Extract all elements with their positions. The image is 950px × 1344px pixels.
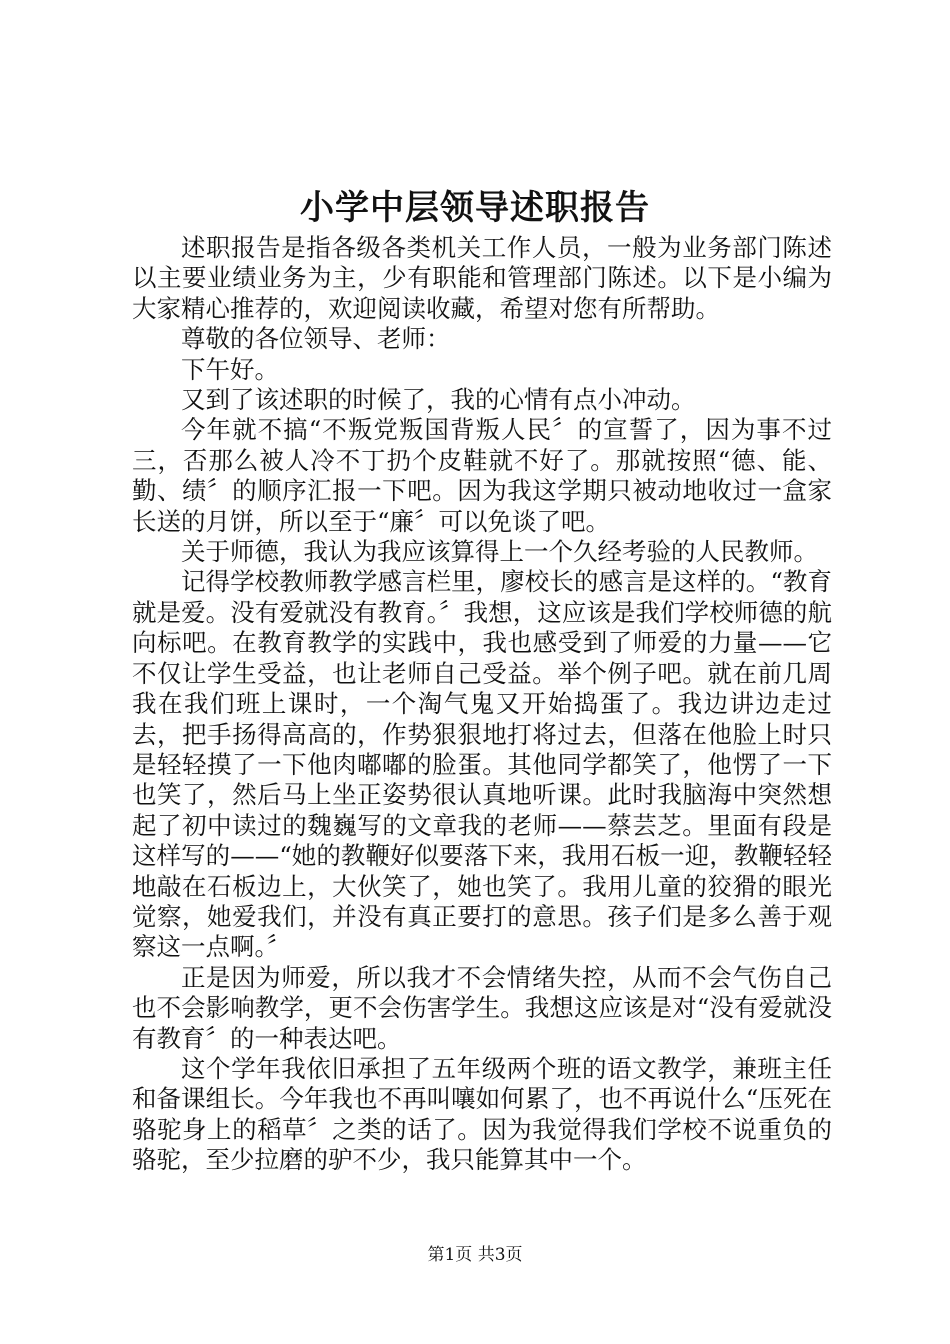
paragraph-greeting: 下午好。: [181, 354, 279, 384]
paragraph-ethics: 关于师德，我认为我应该算得上一个久经考验的人民教师。: [181, 537, 818, 567]
paragraph-intro: 述职报告是指各级各类机关工作人员，一般为业务部门陈述以主要业绩业务为主，少有职能和管理部门陈述。以下是小编为大家精心推荐的，欢迎阅读收藏，希望对您有所帮助。: [132, 233, 832, 323]
paragraph-emotion-control: 正是因为师爱，所以我才不会情绪失控，从而不会气伤自己也不会影响教学，更不会伤害学生。我想这应该是对“没有爱就没有教育〞的一种表达吧。: [132, 962, 832, 1053]
document-body: [132, 233, 832, 1176]
paragraph-oath: 今年就不搞“不叛党叛国背叛人民〞的宣誓了，因为事不过三，否那么被人冷不丁扔个皮鞋就不好了。那就按照“德、能、勤、绩〞的顺序汇报一下吧。因为我这学期只被动地收过一盒家长送的月饼，所以至于“廉〞可以免谈了吧。: [132, 415, 832, 536]
paragraph-teacher-love: 记得学校教师教学感言栏里，廖校长的感言是这样的。“教育就是爱。没有爱就没有教育。〞我想，这应该是我们学校师德的航向标吧。在教育教学的实践中，我也感受到了师爱的力量——它不仅让学生受益，也让老师自己受益。举个例子吧。就在前几周我在我们班上课时，一个淘气鬼又开始捣蛋了。我边讲边走过去，把手扬得高高的，作势狠狠地打将过去，但落在他脸上时只是轻轻摸了一下他肉嘟嘟的脸蛋。其他同学都笑了，他愣了一下也笑了，然后马上坐正姿势很认真地听课。此时我脑海中突然想起了初中读过的魏巍写的文章我的老师——蔡芸芝。里面有段是这样写的——“她的教鞭好似要落下来，我用石板一迎，教鞭轻轻地敲在石板边上，大伙笑了，她也笑了。我用儿童的狡猾的眼光觉察，她爱我们，并没有真正要打的意思。孩子们是多么善于观察这一点啊。〞: [132, 567, 832, 962]
paragraph-opening: 又到了该述职的时候了，我的心情有点小冲动。: [181, 385, 696, 415]
page-number-footer: 第1页 共3页: [427, 1245, 523, 1265]
paragraph-workload: 这个学年我依旧承担了五年级两个班的语文教学，兼班主任和备课组长。今年我也不再叫嚷如何累了，也不再说什么“压死在骆驼身上的稻草〞之类的话了。因为我觉得我们学校不说重负的骆驼，至少拉磨的驴不少，我只能算其中一个。: [132, 1053, 832, 1175]
document-title: 小学中层领导述职报告: [300, 188, 650, 228]
paragraph-salutation: 尊敬的各位领导、老师：: [181, 324, 451, 354]
